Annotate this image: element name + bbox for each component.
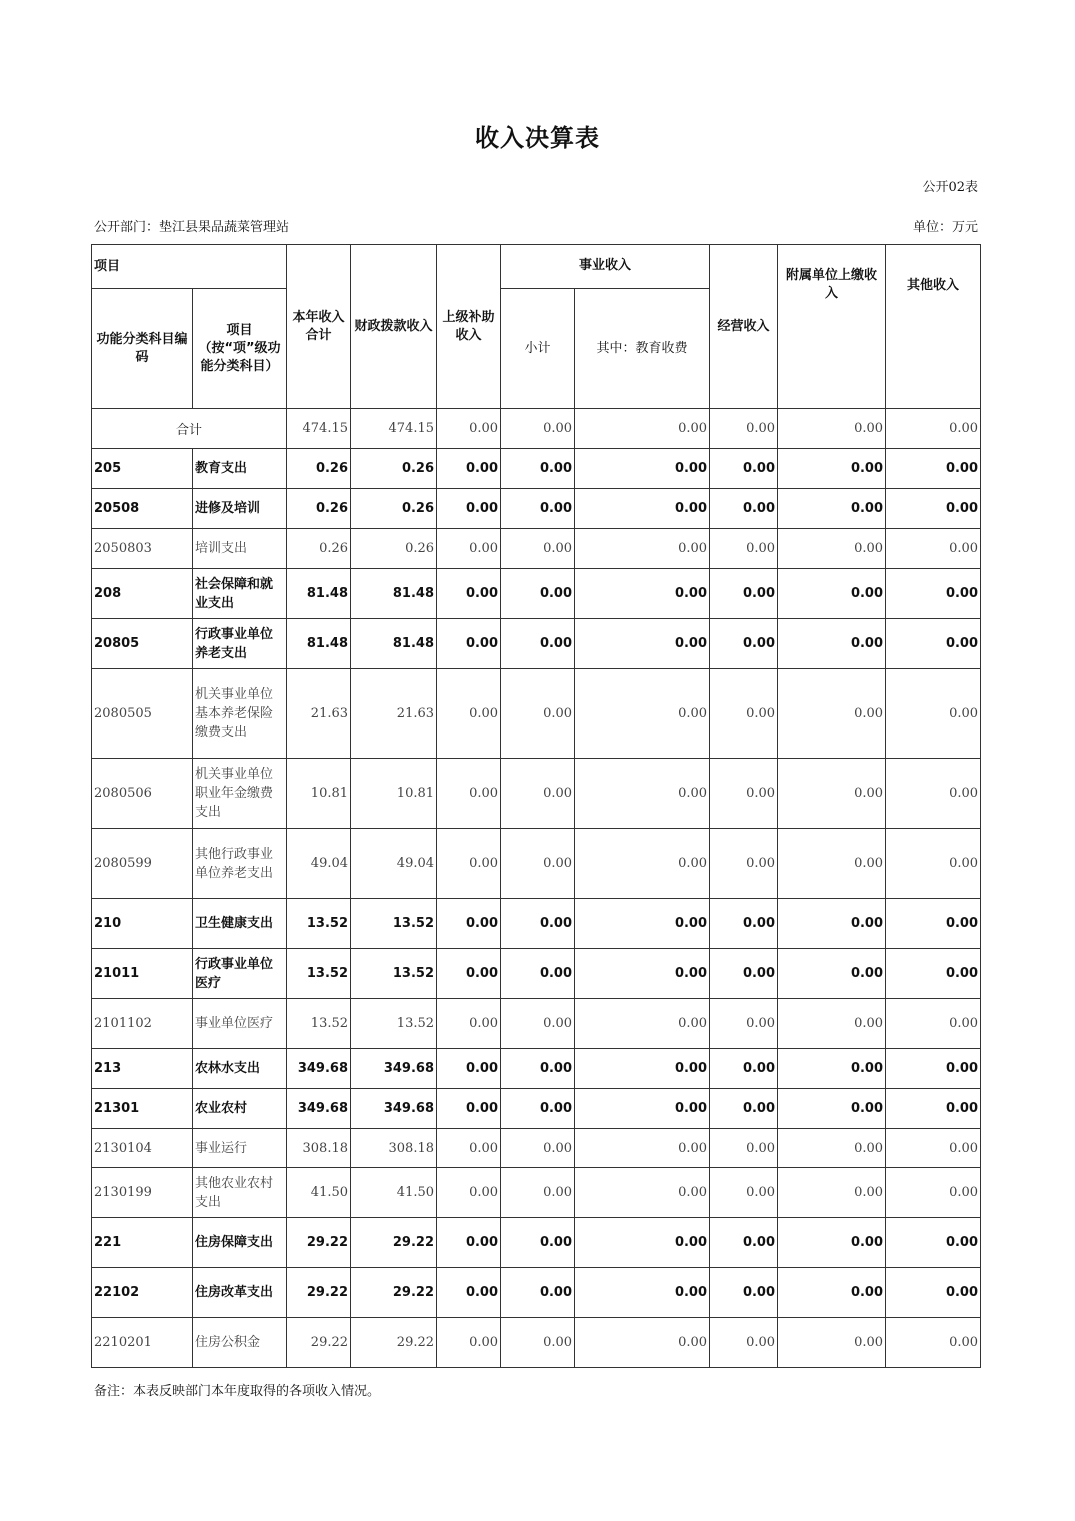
row-operating-cell: 0.00 (710, 1218, 778, 1268)
row-edu-fee-cell: 0.00 (575, 619, 710, 669)
row-fiscal-cell: 29.22 (351, 1318, 437, 1368)
row-code-cell: 2130104 (92, 1129, 193, 1168)
table-row (92, 669, 981, 759)
row-total-cell: 0.26 (287, 449, 351, 489)
row-other-cell: 0.00 (886, 449, 981, 489)
row-total-cell: 13.52 (287, 949, 351, 999)
row-name-cell: 住房公积金 (193, 1318, 287, 1368)
table-row (92, 1318, 981, 1368)
row-affiliated-cell: 0.00 (778, 999, 886, 1049)
total-edu-fee-cell: 0.00 (575, 409, 710, 449)
row-name-cell: 住房保障支出 (193, 1218, 287, 1268)
row-superior-cell: 0.00 (437, 1268, 501, 1318)
row-subtotal-cell: 0.00 (501, 1218, 575, 1268)
row-other-cell: 0.00 (886, 489, 981, 529)
total-affiliated-cell: 0.00 (778, 409, 886, 449)
total-fiscal-cell: 474.15 (351, 409, 437, 449)
row-name-cell: 行政事业单位养老支出 (193, 619, 287, 669)
row-code-cell: 208 (92, 569, 193, 619)
row-affiliated-cell: 0.00 (778, 529, 886, 569)
row-affiliated-cell: 0.00 (778, 669, 886, 759)
row-total-cell: 13.52 (287, 999, 351, 1049)
row-code-cell: 2080599 (92, 829, 193, 899)
row-total-cell: 0.26 (287, 489, 351, 529)
row-code-cell: 20805 (92, 619, 193, 669)
row-superior-cell: 0.00 (437, 1218, 501, 1268)
row-total-cell: 21.63 (287, 669, 351, 759)
row-affiliated-cell: 0.00 (778, 829, 886, 899)
row-edu-fee-cell: 0.00 (575, 1268, 710, 1318)
row-other-cell: 0.00 (886, 1089, 981, 1129)
row-name-cell: 卫生健康支出 (193, 899, 287, 949)
row-fiscal-cell: 13.52 (351, 899, 437, 949)
income-table (91, 244, 981, 1368)
row-total-cell: 29.22 (287, 1268, 351, 1318)
row-total-cell: 49.04 (287, 829, 351, 899)
table-row (92, 1168, 981, 1218)
department-label: 公开部门：垫江县果品蔬菜管理站 (94, 220, 290, 235)
header-other: 其他收入 (886, 245, 981, 409)
header-affiliated: 附属单位上缴收入 (778, 245, 886, 409)
row-edu-fee-cell: 0.00 (575, 1129, 710, 1168)
row-name-cell: 其他行政事业单位养老支出 (193, 829, 287, 899)
row-superior-cell: 0.00 (437, 949, 501, 999)
table-row (92, 489, 981, 529)
row-affiliated-cell: 0.00 (778, 449, 886, 489)
row-name-cell: 其他农业农村支出 (193, 1168, 287, 1218)
table-row (92, 449, 981, 489)
row-edu-fee-cell: 0.00 (575, 529, 710, 569)
row-subtotal-cell: 0.00 (501, 1168, 575, 1218)
row-operating-cell: 0.00 (710, 1268, 778, 1318)
row-subtotal-cell: 0.00 (501, 449, 575, 489)
row-code-cell: 2101102 (92, 999, 193, 1049)
row-fiscal-cell: 349.68 (351, 1049, 437, 1089)
row-edu-fee-cell: 0.00 (575, 669, 710, 759)
row-code-cell: 213 (92, 1049, 193, 1089)
row-edu-fee-cell: 0.00 (575, 1318, 710, 1368)
row-edu-fee-cell: 0.00 (575, 1168, 710, 1218)
row-code-cell: 21011 (92, 949, 193, 999)
form-number: 公开02表 (922, 180, 978, 195)
row-subtotal-cell: 0.00 (501, 1268, 575, 1318)
header-fiscal: 财政拨款收入 (351, 245, 437, 409)
total-subtotal-cell: 0.00 (501, 409, 575, 449)
row-fiscal-cell: 308.18 (351, 1129, 437, 1168)
row-code-cell: 2210201 (92, 1318, 193, 1368)
row-fiscal-cell: 21.63 (351, 669, 437, 759)
row-superior-cell: 0.00 (437, 1318, 501, 1368)
row-total-cell: 10.81 (287, 759, 351, 829)
row-superior-cell: 0.00 (437, 669, 501, 759)
row-subtotal-cell: 0.00 (501, 1049, 575, 1089)
row-superior-cell: 0.00 (437, 759, 501, 829)
row-edu-fee-cell: 0.00 (575, 829, 710, 899)
row-other-cell: 0.00 (886, 669, 981, 759)
row-superior-cell: 0.00 (437, 829, 501, 899)
row-subtotal-cell: 0.00 (501, 1318, 575, 1368)
row-total-cell: 349.68 (287, 1049, 351, 1089)
row-total-cell: 81.48 (287, 569, 351, 619)
row-name-cell: 农林水支出 (193, 1049, 287, 1089)
header-project: 项目 (92, 245, 287, 289)
row-other-cell: 0.00 (886, 899, 981, 949)
row-fiscal-cell: 41.50 (351, 1168, 437, 1218)
row-code-cell: 205 (92, 449, 193, 489)
row-superior-cell: 0.00 (437, 1168, 501, 1218)
table-row (92, 1268, 981, 1318)
table-row (92, 759, 981, 829)
total-total-cell: 474.15 (287, 409, 351, 449)
row-code-cell: 2130199 (92, 1168, 193, 1218)
row-affiliated-cell: 0.00 (778, 1089, 886, 1129)
row-fiscal-cell: 81.48 (351, 569, 437, 619)
row-fiscal-cell: 349.68 (351, 1089, 437, 1129)
unit-label: 单位：万元 (912, 220, 978, 235)
row-subtotal-cell: 0.00 (501, 829, 575, 899)
table-row (92, 619, 981, 669)
row-subtotal-cell: 0.00 (501, 489, 575, 529)
header-edu-fee: 其中：教育收费 (575, 289, 710, 409)
row-superior-cell: 0.00 (437, 489, 501, 529)
row-other-cell: 0.00 (886, 1318, 981, 1368)
row-operating-cell: 0.00 (710, 1089, 778, 1129)
row-affiliated-cell: 0.00 (778, 489, 886, 529)
row-affiliated-cell: 0.00 (778, 569, 886, 619)
row-name-cell: 事业单位医疗 (193, 999, 287, 1049)
row-code-cell: 2080505 (92, 669, 193, 759)
row-fiscal-cell: 29.22 (351, 1268, 437, 1318)
row-operating-cell: 0.00 (710, 619, 778, 669)
row-name-cell: 培训支出 (193, 529, 287, 569)
row-operating-cell: 0.00 (710, 569, 778, 619)
row-fiscal-cell: 0.26 (351, 449, 437, 489)
row-affiliated-cell: 0.00 (778, 619, 886, 669)
row-edu-fee-cell: 0.00 (575, 999, 710, 1049)
row-total-cell: 0.26 (287, 529, 351, 569)
row-fiscal-cell: 10.81 (351, 759, 437, 829)
row-fiscal-cell: 13.52 (351, 999, 437, 1049)
total-superior-cell: 0.00 (437, 409, 501, 449)
row-other-cell: 0.00 (886, 1049, 981, 1089)
table-row (92, 1089, 981, 1129)
row-name-cell: 机关事业单位基本养老保险缴费支出 (193, 669, 287, 759)
header-business: 事业收入 (501, 245, 710, 289)
row-other-cell: 0.00 (886, 829, 981, 899)
row-subtotal-cell: 0.00 (501, 759, 575, 829)
table-row-total (92, 409, 981, 449)
row-subtotal-cell: 0.00 (501, 949, 575, 999)
row-edu-fee-cell: 0.00 (575, 449, 710, 489)
table-row (92, 999, 981, 1049)
row-subtotal-cell: 0.00 (501, 899, 575, 949)
row-total-cell: 29.22 (287, 1218, 351, 1268)
row-edu-fee-cell: 0.00 (575, 949, 710, 999)
row-operating-cell: 0.00 (710, 1129, 778, 1168)
row-edu-fee-cell: 0.00 (575, 569, 710, 619)
row-subtotal-cell: 0.00 (501, 529, 575, 569)
table-row (92, 949, 981, 999)
row-superior-cell: 0.00 (437, 999, 501, 1049)
row-fiscal-cell: 0.26 (351, 529, 437, 569)
row-edu-fee-cell: 0.00 (575, 899, 710, 949)
row-affiliated-cell: 0.00 (778, 1268, 886, 1318)
row-affiliated-cell: 0.00 (778, 1318, 886, 1368)
row-name-cell: 事业运行 (193, 1129, 287, 1168)
row-code-cell: 21301 (92, 1089, 193, 1129)
row-affiliated-cell: 0.00 (778, 1218, 886, 1268)
row-operating-cell: 0.00 (710, 449, 778, 489)
header-total: 本年收入合计 (287, 245, 351, 409)
total-label: 合计 (92, 409, 287, 449)
row-operating-cell: 0.00 (710, 999, 778, 1049)
row-code-cell: 20508 (92, 489, 193, 529)
row-subtotal-cell: 0.00 (501, 999, 575, 1049)
row-total-cell: 13.52 (287, 899, 351, 949)
row-edu-fee-cell: 0.00 (575, 489, 710, 529)
row-superior-cell: 0.00 (437, 569, 501, 619)
header-subtotal: 小计 (501, 289, 575, 409)
header-code: 功能分类科目编码 (92, 289, 193, 409)
row-operating-cell: 0.00 (710, 1168, 778, 1218)
table-row (92, 899, 981, 949)
row-operating-cell: 0.00 (710, 529, 778, 569)
table-row (92, 1218, 981, 1268)
row-edu-fee-cell: 0.00 (575, 1049, 710, 1089)
header-operating: 经营收入 (710, 245, 778, 409)
row-code-cell: 221 (92, 1218, 193, 1268)
row-other-cell: 0.00 (886, 1168, 981, 1218)
row-other-cell: 0.00 (886, 569, 981, 619)
row-code-cell: 2050803 (92, 529, 193, 569)
row-subtotal-cell: 0.00 (501, 1089, 575, 1129)
row-superior-cell: 0.00 (437, 529, 501, 569)
header-superior: 上级补助收入 (437, 245, 501, 409)
row-name-cell: 机关事业单位职业年金缴费支出 (193, 759, 287, 829)
row-affiliated-cell: 0.00 (778, 1168, 886, 1218)
row-superior-cell: 0.00 (437, 619, 501, 669)
row-subtotal-cell: 0.00 (501, 1129, 575, 1168)
table-row (92, 829, 981, 899)
row-code-cell: 2080506 (92, 759, 193, 829)
row-fiscal-cell: 29.22 (351, 1218, 437, 1268)
row-edu-fee-cell: 0.00 (575, 1089, 710, 1129)
table-row (92, 1049, 981, 1089)
row-operating-cell: 0.00 (710, 949, 778, 999)
page-title: 收入决算表 (475, 124, 600, 152)
row-code-cell: 22102 (92, 1268, 193, 1318)
row-fiscal-cell: 49.04 (351, 829, 437, 899)
row-operating-cell: 0.00 (710, 1049, 778, 1089)
row-edu-fee-cell: 0.00 (575, 759, 710, 829)
row-fiscal-cell: 13.52 (351, 949, 437, 999)
row-other-cell: 0.00 (886, 949, 981, 999)
row-subtotal-cell: 0.00 (501, 569, 575, 619)
row-edu-fee-cell: 0.00 (575, 1218, 710, 1268)
total-operating-cell: 0.00 (710, 409, 778, 449)
row-affiliated-cell: 0.00 (778, 899, 886, 949)
row-operating-cell: 0.00 (710, 829, 778, 899)
row-other-cell: 0.00 (886, 1268, 981, 1318)
row-affiliated-cell: 0.00 (778, 759, 886, 829)
row-name-cell: 社会保障和就业支出 (193, 569, 287, 619)
row-total-cell: 81.48 (287, 619, 351, 669)
row-other-cell: 0.00 (886, 529, 981, 569)
row-other-cell: 0.00 (886, 619, 981, 669)
table-row (92, 1129, 981, 1168)
row-name-cell: 行政事业单位医疗 (193, 949, 287, 999)
row-total-cell: 349.68 (287, 1089, 351, 1129)
row-subtotal-cell: 0.00 (501, 669, 575, 759)
row-operating-cell: 0.00 (710, 759, 778, 829)
row-total-cell: 29.22 (287, 1318, 351, 1368)
row-superior-cell: 0.00 (437, 1089, 501, 1129)
header-item: 项目（按“项”级功能分类科目） (193, 289, 287, 409)
row-superior-cell: 0.00 (437, 1049, 501, 1089)
row-other-cell: 0.00 (886, 999, 981, 1049)
row-name-cell: 进修及培训 (193, 489, 287, 529)
row-subtotal-cell: 0.00 (501, 619, 575, 669)
row-fiscal-cell: 0.26 (351, 489, 437, 529)
row-superior-cell: 0.00 (437, 899, 501, 949)
row-other-cell: 0.00 (886, 1218, 981, 1268)
row-superior-cell: 0.00 (437, 1129, 501, 1168)
row-operating-cell: 0.00 (710, 899, 778, 949)
total-other-cell: 0.00 (886, 409, 981, 449)
row-name-cell: 农业农村 (193, 1089, 287, 1129)
table-row (92, 569, 981, 619)
row-affiliated-cell: 0.00 (778, 1129, 886, 1168)
row-other-cell: 0.00 (886, 759, 981, 829)
row-affiliated-cell: 0.00 (778, 1049, 886, 1089)
table-note: 备注：本表反映部门本年度取得的各项收入情况。 (94, 1384, 381, 1399)
row-operating-cell: 0.00 (710, 489, 778, 529)
row-operating-cell: 0.00 (710, 1318, 778, 1368)
row-name-cell: 教育支出 (193, 449, 287, 489)
row-total-cell: 41.50 (287, 1168, 351, 1218)
row-fiscal-cell: 81.48 (351, 619, 437, 669)
row-code-cell: 210 (92, 899, 193, 949)
row-total-cell: 308.18 (287, 1129, 351, 1168)
row-name-cell: 住房改革支出 (193, 1268, 287, 1318)
table-row (92, 529, 981, 569)
row-superior-cell: 0.00 (437, 449, 501, 489)
row-operating-cell: 0.00 (710, 669, 778, 759)
row-other-cell: 0.00 (886, 1129, 981, 1168)
row-affiliated-cell: 0.00 (778, 949, 886, 999)
